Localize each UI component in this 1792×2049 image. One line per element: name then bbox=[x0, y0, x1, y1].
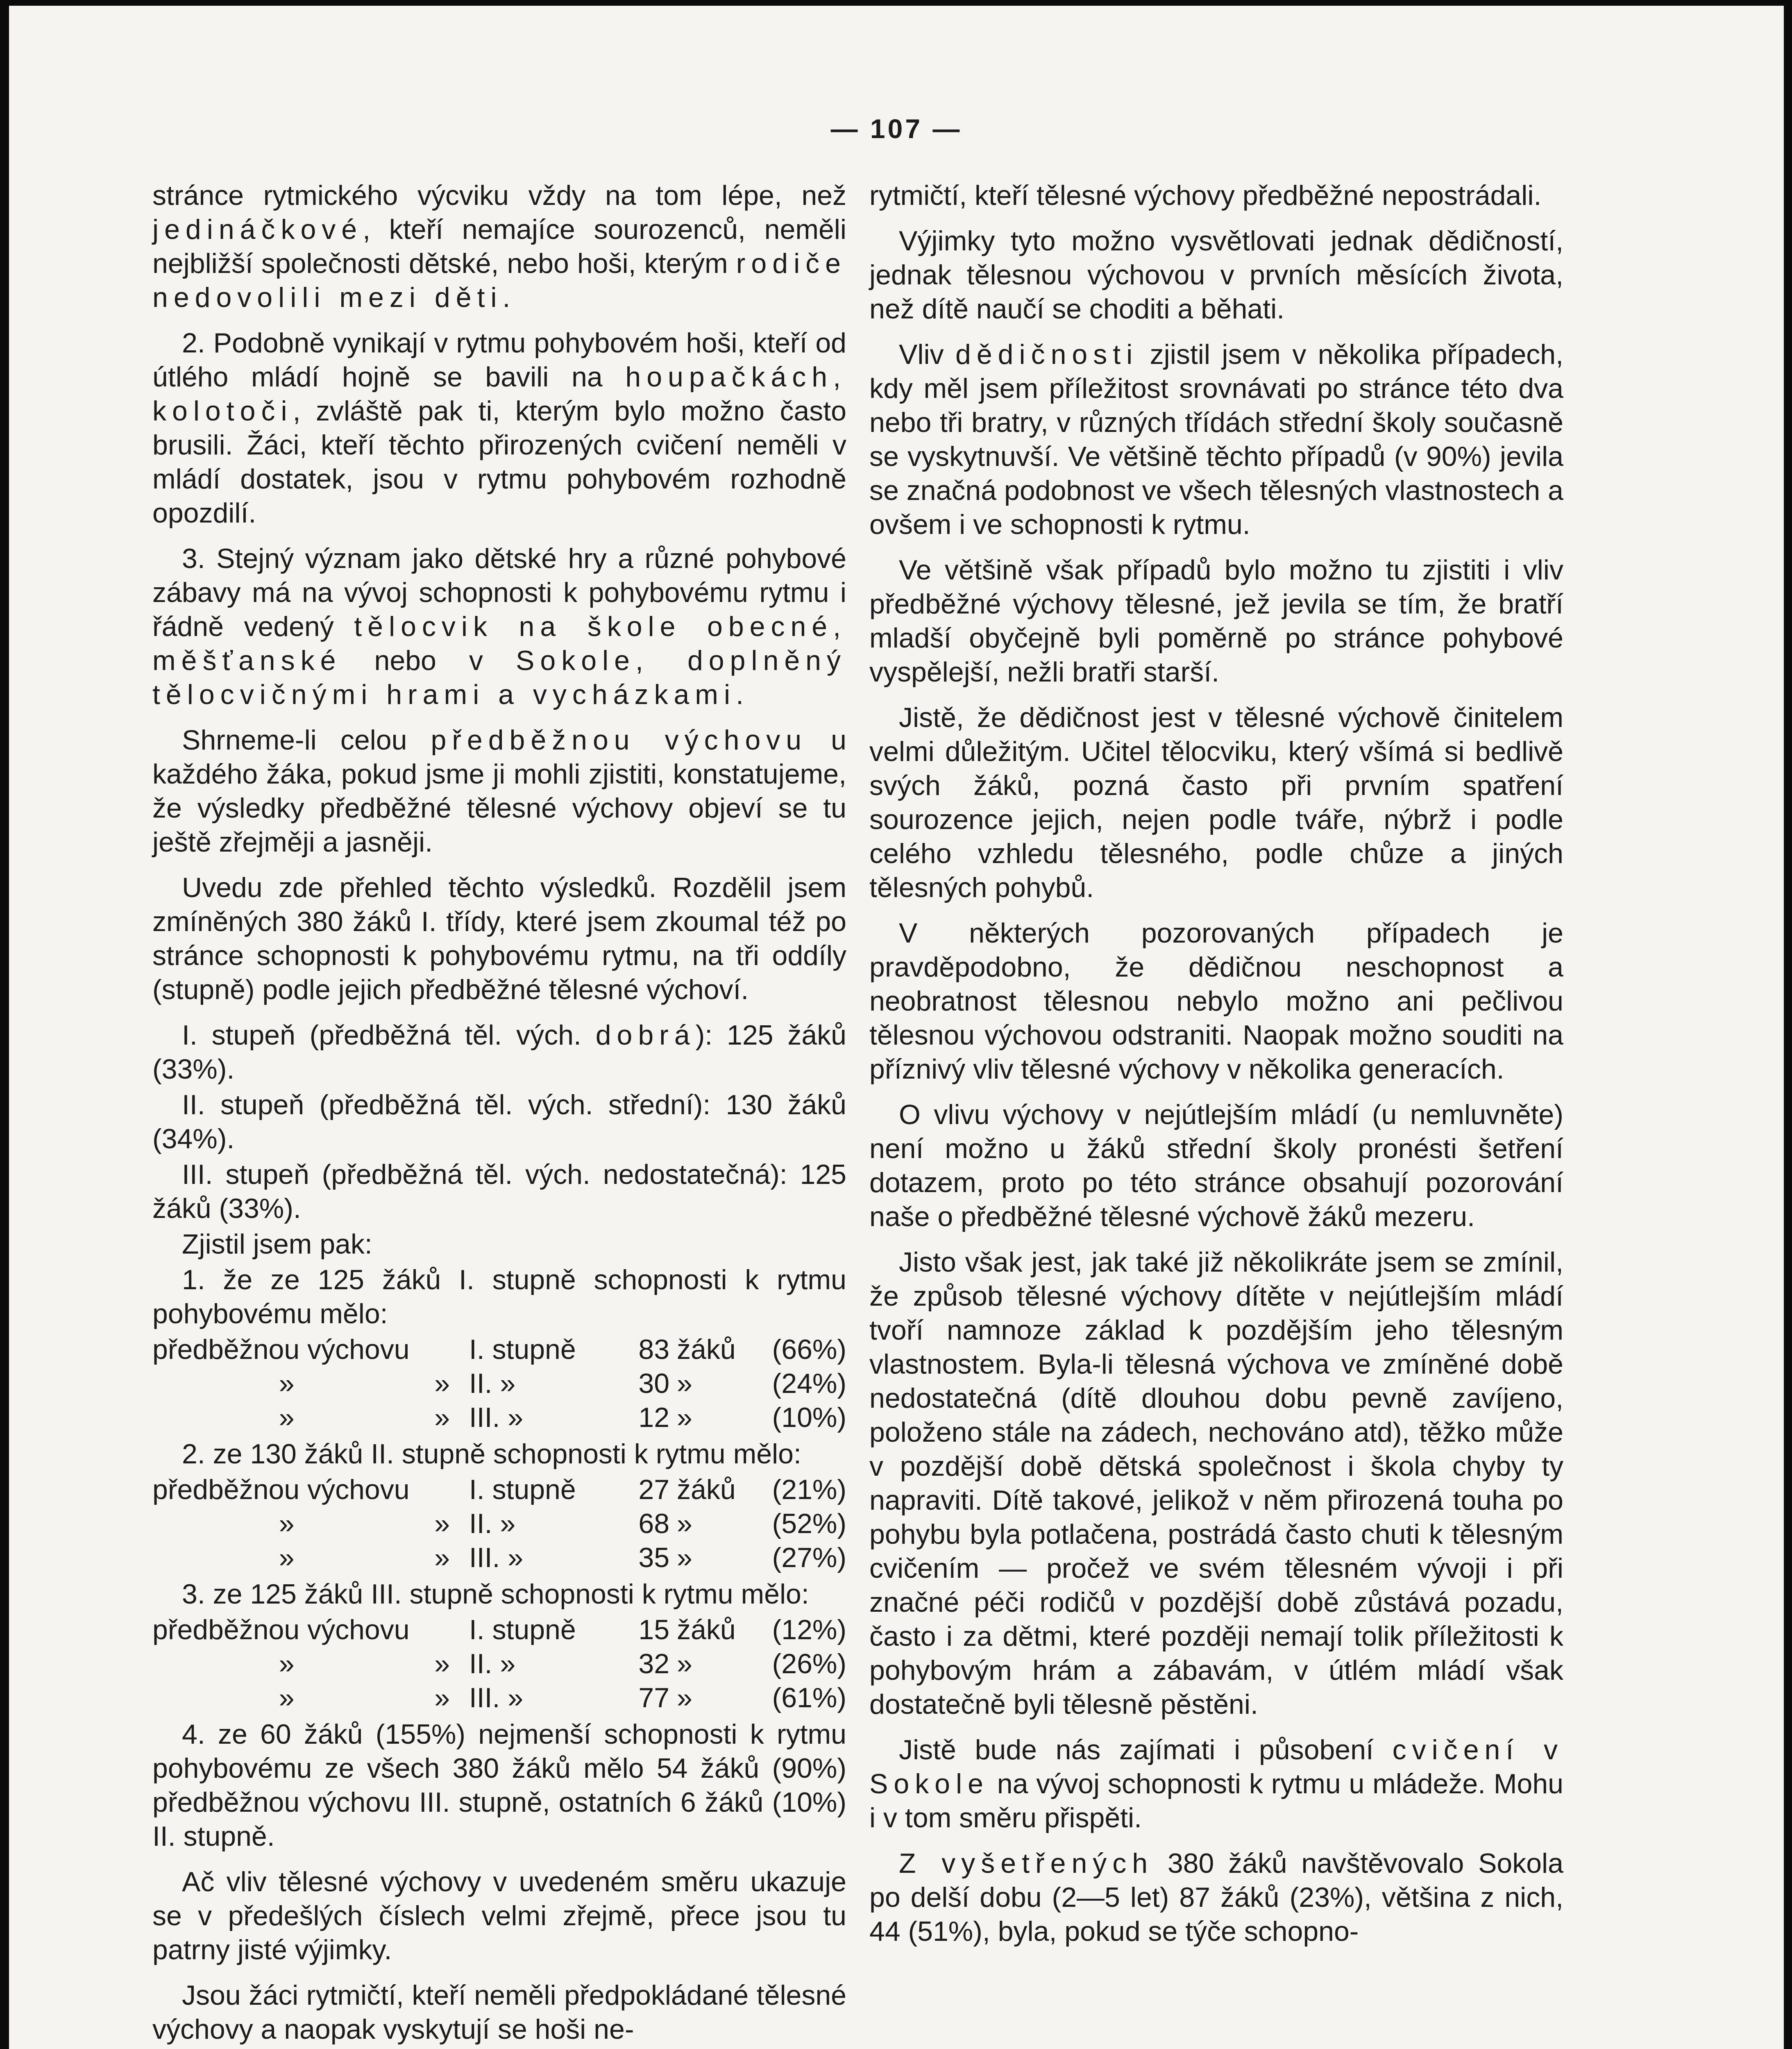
paragraph bbox=[869, 1847, 1563, 1949]
table-cell-q bbox=[421, 1613, 463, 1647]
text-run: Jisto však jest, jak také již několikráte jsem se zmínil, že způsob tělesné výchovy dítěte v nejútlejším mládí tvoří namnoze základ k pozdějším jeho tělesným vlastnostem. Byla-li tělesná výchova ve zmíněné době nedostatečná (dítě dlouhou dobu pevně zavíjeno, položeno stále na zádech, nechováno atd), těžko může v pozdější době dětská společnost i škola chyby ty napraviti. Dítě takové, jelikož v něm přirozená touha po pohybu byla potlačena, postrádá často chuti k tělesným cvičením — pročež ve svém tělesném vývoji i při značné péči rodičů v pozdější době zůstává pozadu, často i za dětmi, které později nemají tolik příležitosti k pohybovým hrám a zábavám, v útlém mládí však dostatečně byli tělesně pěstěni. bbox=[869, 1247, 1563, 1720]
table-cell-st: I. stupně bbox=[469, 1614, 576, 1645]
table-cell-unit: » bbox=[677, 1402, 692, 1433]
table-row bbox=[152, 1647, 846, 1681]
table-cell-q: » bbox=[434, 1368, 450, 1399]
spaced-emphasis: Z vyšetřených bbox=[899, 1848, 1154, 1879]
table-cell-lab: » bbox=[279, 1402, 295, 1433]
spaced-emphasis: jedináčkové bbox=[152, 214, 363, 245]
text-run: Uvedu zde přehled těchto výsledků. Rozdělil jsem zmíněných 380 žáků I. třídy, které jsem zkoumal též po stránce schopnosti k pohybovému rytmu, na tři oddíly (stupně) podle jejich předběžné tělesné výchoví. bbox=[152, 872, 846, 1005]
paragraph bbox=[152, 542, 846, 712]
table-cell-st: III. » bbox=[469, 1682, 524, 1713]
text-run: Výjimky tyto možno vysvětlovati jednak dědičností, jednak tělesnou výchovou v prvních měsících života, než dítě naučí se choditi a běhati. bbox=[869, 225, 1563, 325]
table-row bbox=[152, 1613, 846, 1647]
text-run: Jsou žáci rytmičtí, kteří neměli předpokládané tělesné výchovy a naopak vyskytují se hoši ne- bbox=[152, 1980, 846, 2045]
table-cell-pct: (26%) bbox=[772, 1648, 846, 1679]
text-run: na vývoj schopnosti k rytmu u mládeže. Mohu i v tom směru přispěti. bbox=[869, 1768, 1563, 1833]
table-cell-st: II. » bbox=[469, 1648, 516, 1679]
table-cell-q: » bbox=[434, 1648, 450, 1679]
table-cell-st: I. stupně bbox=[469, 1474, 576, 1505]
text-run: nebo v bbox=[341, 645, 516, 676]
table-cell-unit: žáků bbox=[677, 1614, 736, 1645]
table-cell-pct: (12%) bbox=[772, 1614, 846, 1645]
table-cell-st: I. stupně bbox=[469, 1334, 576, 1365]
group-intro bbox=[152, 1437, 846, 1471]
paragraph bbox=[869, 916, 1563, 1086]
text-run: , zvláště pak ti, kterým bylo možno často brusili. Žáci, kteří těchto přirozených cvičení neměli v mládí dostatek, jsou v rytmu pohybovém rozhodně opozdilí. bbox=[152, 395, 846, 529]
table-cell-unit: žáků bbox=[677, 1334, 736, 1365]
spaced-emphasis: cvičení v Sokole bbox=[869, 1734, 1564, 1799]
paragraph bbox=[869, 1733, 1563, 1835]
text-run: 380 žáků navštěvovalo Sokola po delší dobu (2—5 let) 87 žáků (23%), většina z nich, 44 (51%), byla, pokud se týče schopno- bbox=[869, 1848, 1563, 1947]
text-run: 2. Podobně vynikají v rytmu pohybovém hoši, kteří od útlého mládí hojně se bavili na bbox=[152, 327, 846, 393]
table-cell-unit: » bbox=[677, 1682, 692, 1713]
grade-line bbox=[152, 1088, 846, 1156]
paragraph bbox=[152, 1227, 846, 1261]
spaced-emphasis: Sokole, doplněný tělocvičnými hrami a vycházkami bbox=[152, 645, 846, 710]
table-cell-cnt: 77 bbox=[638, 1682, 670, 1713]
paragraph bbox=[152, 326, 846, 530]
table-cell-st: II. » bbox=[469, 1508, 516, 1539]
text-run: 1. že ze 125 žáků I. stupně schopnosti k rytmu pohybovému mělo: bbox=[152, 1264, 846, 1329]
table-cell-unit: » bbox=[677, 1648, 692, 1679]
text-run: I. stupeň (předběžná těl. vých. bbox=[182, 1020, 596, 1051]
page-number: — 107 — bbox=[830, 114, 962, 144]
paragraph bbox=[152, 1717, 846, 1854]
paragraph bbox=[152, 179, 846, 315]
table-cell-q bbox=[421, 1473, 463, 1507]
table-cell-lab: předběžnou výchovu bbox=[152, 1334, 410, 1365]
table-row bbox=[152, 1473, 846, 1507]
table-cell-unit: » bbox=[677, 1542, 692, 1573]
text-run: Jistě, že dědičnost jest v tělesné výchově činitelem velmi důležitým. Učitel tělocviku, který všímá si bedlivě svých žáků, pozná často při prvním spatření sourozence jejich, nejen podle tváře, nýbrž i podle celého vzhledu tělesného, podle chůze a jiných tělesných pohybů. bbox=[869, 702, 1563, 903]
table-cell-q bbox=[421, 1333, 463, 1367]
table-cell-q: » bbox=[434, 1508, 450, 1539]
text-run: V některých pozorovaných případech je pravděpodobno, že dědičnou neschopnost a neobratnost tělesnou nebylo možno ani pečlivou tělesnou výchovou odstraniti. Naopak možno souditi na příznivý vliv tělesné výchovy v několika generacích. bbox=[869, 918, 1563, 1085]
table-cell-cnt: 68 bbox=[638, 1508, 670, 1539]
table-cell-st: III. » bbox=[469, 1542, 524, 1573]
stats-table bbox=[152, 1473, 846, 1575]
text-run: 4. ze 60 žáků (155%) nejmenší schopnosti k rytmu pohybovému ze všech 380 žáků mělo 54 žáků (90%) předběžnou výchovu III. stupně, ostatních 6 žáků (10%) II. stupně. bbox=[152, 1719, 846, 1852]
spaced-emphasis: předběžnou výchovu bbox=[431, 725, 808, 756]
table-row bbox=[152, 1401, 846, 1435]
table-cell-pct: (66%) bbox=[772, 1334, 846, 1365]
table-cell-cnt: 83 bbox=[638, 1334, 670, 1365]
paragraph bbox=[869, 1245, 1563, 1722]
table-cell-cnt: 32 bbox=[638, 1648, 670, 1679]
table-cell-unit: » bbox=[677, 1368, 692, 1399]
table-cell-q: » bbox=[434, 1542, 450, 1573]
table-cell-pct: (52%) bbox=[772, 1508, 846, 1539]
table-row bbox=[152, 1507, 846, 1541]
right-column bbox=[869, 179, 1563, 1960]
text-run: Jistě bude nás zajímati i působení bbox=[899, 1734, 1393, 1765]
paragraph bbox=[869, 1098, 1563, 1234]
table-cell-pct: (27%) bbox=[772, 1542, 846, 1573]
table-cell-cnt: 30 bbox=[638, 1368, 670, 1399]
text-run: Vliv bbox=[899, 339, 955, 370]
table-cell-cnt: 12 bbox=[638, 1402, 670, 1433]
text-run: O vlivu výchovy v nejútlejším mládí (u nemluvněte) není možno u žáků střední školy pronésti šetření dotazem, proto po této stránce obsahují pozorování naše o předběžné tělesné výchově žáků mezeru. bbox=[869, 1099, 1563, 1232]
group-intro bbox=[152, 1263, 846, 1331]
table-row bbox=[152, 1681, 846, 1715]
text-run: stránce rytmického výcviku vždy na tom lépe, než bbox=[152, 180, 846, 211]
text-run: u každého žáka, pokud jsme ji mohli zjistiti, konstatujeme, že výsledky předběžné tělesné výchovy objeví se tu ještě zřejměji a jasněji. bbox=[152, 725, 847, 858]
table-cell-unit: » bbox=[677, 1508, 692, 1539]
stats-table bbox=[152, 1613, 846, 1715]
text-run: Zjistil jsem pak: bbox=[182, 1229, 372, 1260]
table-row bbox=[152, 1333, 846, 1367]
text-run: , kteří nemajíce sourozenců, neměli nejbližší společnosti dětské, nebo hoši, kterým bbox=[152, 214, 846, 279]
paragraph bbox=[152, 1979, 846, 2047]
paragraph bbox=[869, 338, 1563, 542]
text-run: Ač vliv tělesné výchovy v uvedeném směru ukazuje se v předešlých číslech velmi zřejmě, přece jsou tu patrny jisté výjimky. bbox=[152, 1866, 846, 1965]
table-cell-unit: žáků bbox=[677, 1474, 736, 1505]
table-row bbox=[152, 1367, 846, 1401]
left-column bbox=[152, 179, 846, 2049]
text-run: III. stupeň (předběžná těl. vých. nedostatečná): 125 žáků (33%). bbox=[152, 1159, 846, 1224]
grade-line bbox=[152, 1158, 846, 1226]
spaced-emphasis: rodiče nedovolili mezi děti bbox=[152, 248, 846, 313]
text-run: . bbox=[736, 679, 744, 710]
table-cell-lab: předběžnou výchovu bbox=[152, 1614, 410, 1645]
table-cell-q: » bbox=[434, 1402, 450, 1433]
table-cell-lab: » bbox=[279, 1682, 295, 1713]
table-cell-pct: (10%) bbox=[772, 1402, 846, 1433]
table-cell-q: » bbox=[434, 1682, 450, 1713]
table-cell-st: II. » bbox=[469, 1368, 516, 1399]
text-run: ): 125 žáků (33%). bbox=[152, 1020, 846, 1085]
table-cell-lab: » bbox=[279, 1368, 295, 1399]
text-run: rytmičtí, kteří tělesné výchovy předběžné nepostrádali. bbox=[869, 180, 1542, 211]
table-cell-cnt: 15 bbox=[638, 1614, 670, 1645]
book-page bbox=[9, 6, 1784, 2049]
text-run: . bbox=[502, 282, 510, 313]
table-cell-lab: » bbox=[279, 1648, 295, 1679]
stats-table bbox=[152, 1333, 846, 1435]
table-cell-lab: » bbox=[279, 1542, 295, 1573]
paragraph bbox=[152, 871, 846, 1007]
text-run: 3. Stejný význam jako dětské hry a různé pohybové zábavy má na vývoj schopnosti k pohybovému rytmu i řádně vedený bbox=[152, 543, 846, 642]
text-run: Shrneme-li celou bbox=[182, 725, 431, 756]
paragraph bbox=[869, 553, 1563, 689]
table-cell-pct: (61%) bbox=[772, 1682, 846, 1713]
table-row bbox=[152, 1541, 846, 1575]
grade-line bbox=[152, 1018, 846, 1086]
text-run: zjistil jsem v několika případech, kdy měl jsem příležitost srovnávati po stránce této dva nebo tři bratry, v různých třídách střední školy současně se vyskytnuvší. Ve většině těchto případů (v 90%) jevila se značná podobnost ve všech tělesných vlastnostech a ovšem i ve schopnosti k rytmu. bbox=[869, 339, 1564, 540]
table-cell-st: III. » bbox=[469, 1402, 524, 1433]
spaced-emphasis: tělocvik na škole obecné, měšťanské bbox=[152, 611, 846, 676]
table-cell-cnt: 27 bbox=[638, 1474, 670, 1505]
spaced-emphasis: houpačkách, kolotoči bbox=[152, 361, 846, 427]
table-cell-cnt: 35 bbox=[638, 1542, 670, 1573]
table-cell-pct: (21%) bbox=[772, 1474, 846, 1505]
paragraph bbox=[869, 179, 1563, 213]
spaced-emphasis: dědičnosti bbox=[955, 339, 1139, 370]
paragraph bbox=[869, 701, 1563, 905]
text-run: II. stupeň (předběžná těl. vých. střední): 130 žáků (34%). bbox=[152, 1089, 846, 1154]
paragraph bbox=[152, 723, 846, 859]
spaced-emphasis: dobrá bbox=[595, 1020, 696, 1051]
text-run: 2. ze 130 žáků II. stupně schopnosti k rytmu mělo: bbox=[182, 1438, 801, 1470]
paragraph bbox=[152, 1865, 846, 1967]
group-intro bbox=[152, 1577, 846, 1611]
paragraph bbox=[869, 224, 1563, 326]
table-cell-lab: » bbox=[279, 1508, 295, 1539]
table-cell-pct: (24%) bbox=[772, 1368, 846, 1399]
table-cell-lab: předběžnou výchovu bbox=[152, 1474, 410, 1505]
text-run: 3. ze 125 žáků III. stupně schopnosti k rytmu mělo: bbox=[182, 1579, 809, 1610]
text-run: Ve většině však případů bylo možno tu zjistiti i vliv předběžné výchovy tělesné, jež jevila se tím, že bratří mladší obyčejně byli poměrně po stránce pohybové vyspělejší, nežli bratři starší. bbox=[869, 554, 1563, 688]
